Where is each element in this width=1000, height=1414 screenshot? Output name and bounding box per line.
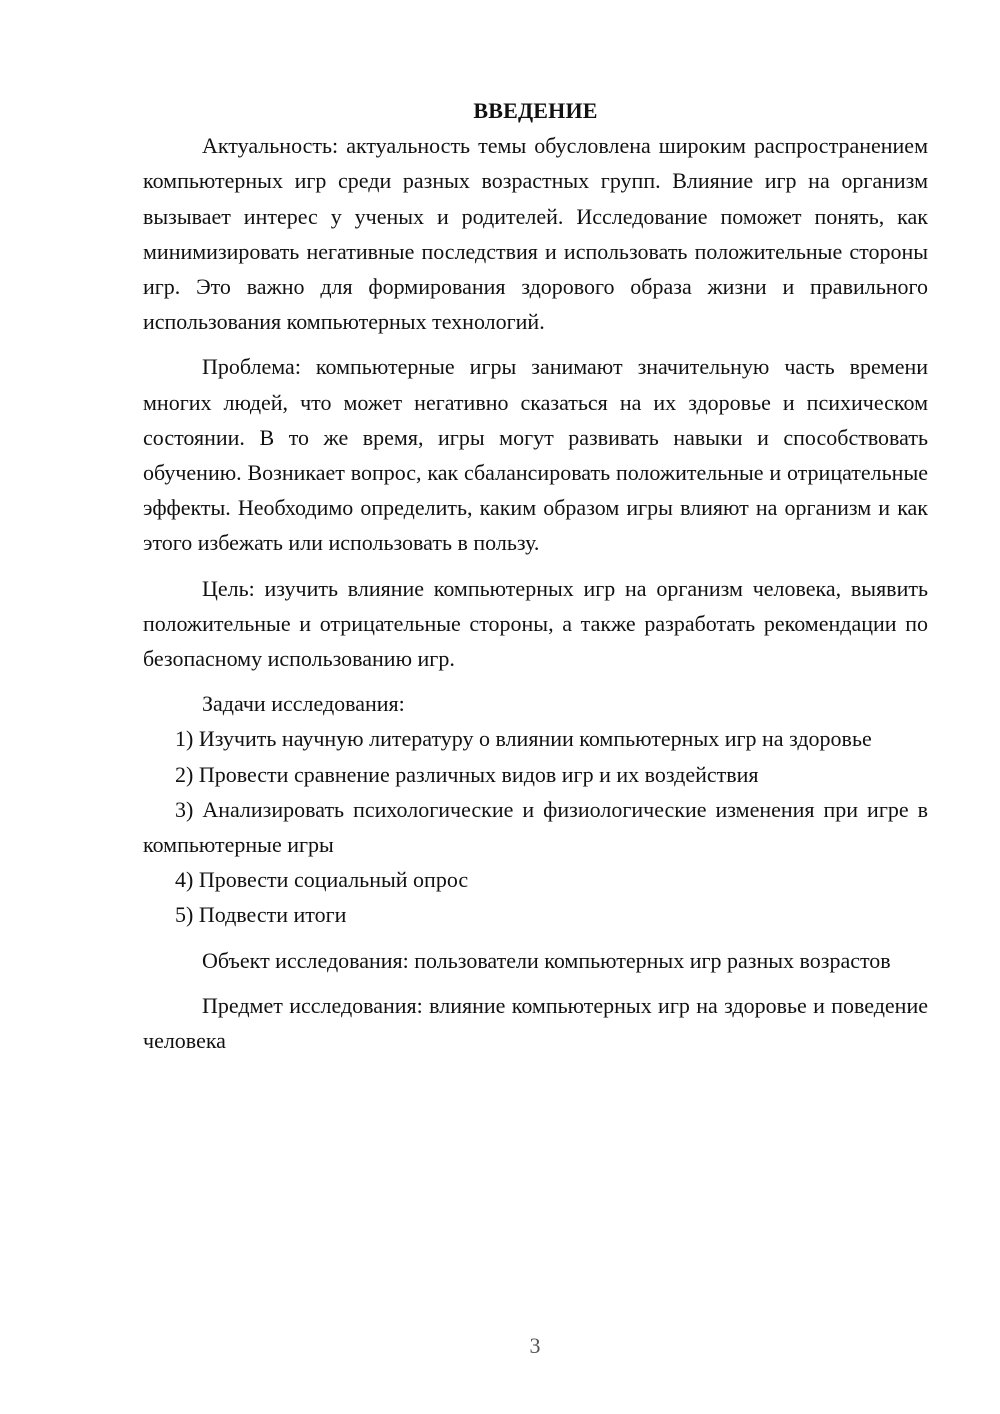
tasks-heading: Задачи исследования: — [202, 691, 405, 717]
paragraph-object: Объект исследования: пользователи компьютерных игр разных возрастов — [202, 947, 891, 973]
section-title: ВВЕДЕНИЕ — [473, 98, 598, 123]
list-item: 2) Провести сравнение различных видов игр и их воздействия — [175, 761, 759, 787]
paragraph-subject: Предмет исследования: влияние компьютерных игр на здоровье и поведение человека — [143, 992, 928, 1054]
page-number: 3 — [529, 1333, 541, 1358]
list-item: 1) Изучить научную литературу о влиянии компьютерных игр на здоровье — [175, 726, 872, 752]
list-item: 3) Анализировать психологические и физиологические изменения при игре в компьютерные игры — [143, 796, 928, 858]
list-item: 4) Провести социальный опрос — [175, 867, 469, 893]
paragraph-relevance: Актуальность: актуальность темы обусловлена широким распространением компьютерных игр среди разных возрастных групп. Влияние игр на организм вызывает интерес у ученых и родителей. Исследование поможет понять, как минимизировать негативные последствия и использовать положительные стороны игр. Это важно для формирования здорового образа жизни и правильного использования компьютерных технологий. — [143, 133, 928, 335]
tasks-list — [143, 721, 928, 932]
paragraph-goal: Цель: изучить влияние компьютерных игр на организм человека, выявить положительные и отрицательные стороны, а также разработать рекомендации по безопасному использованию игр. — [143, 575, 928, 672]
page-content — [143, 93, 928, 1058]
list-item: 5) Подвести итоги — [175, 902, 347, 928]
paragraph-problem: Проблема: компьютерные игры занимают значительную часть времени многих людей, что может негативно сказаться на их здоровье и психическом состоянии. В то же время, игры могут развивать навыки и способствовать обучению. Возникает вопрос, как сбалансировать положительные и отрицательные эффекты. Необходимо определить, каким образом игры влияют на организм и как этого избежать или использовать в пользу. — [143, 354, 928, 556]
